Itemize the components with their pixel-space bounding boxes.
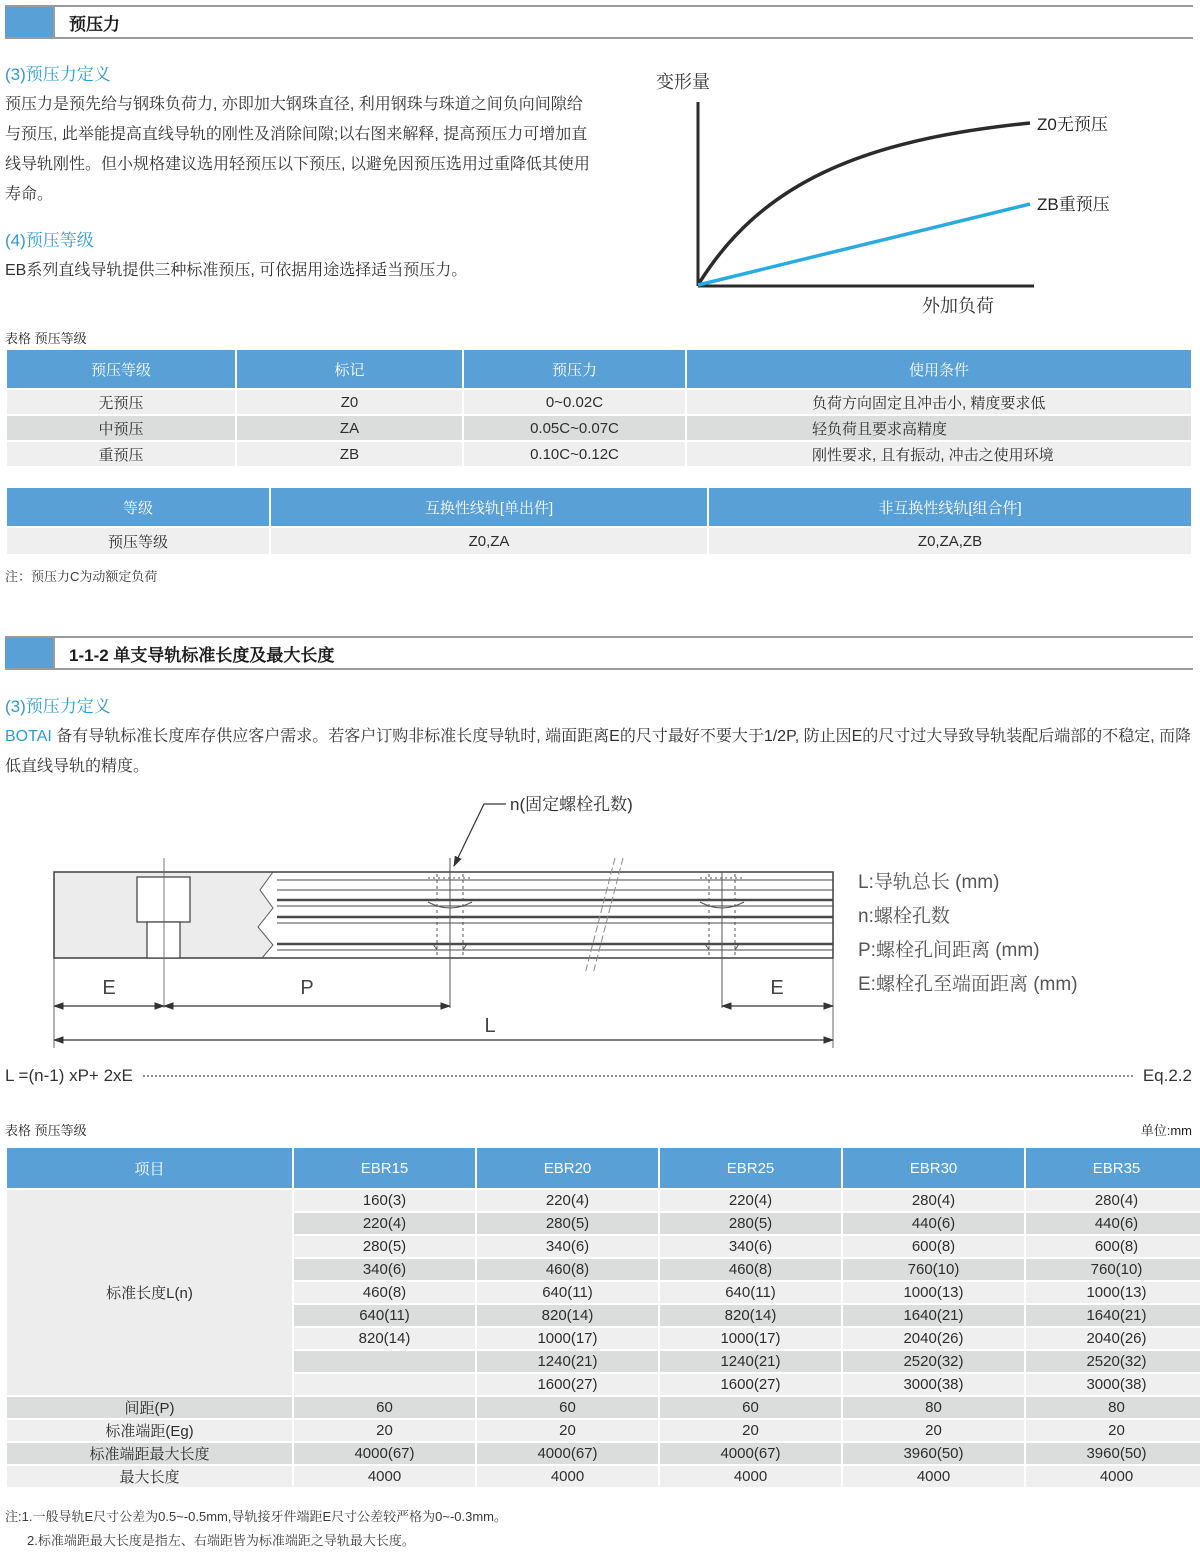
table-cell: 1240(21) [660,1351,841,1372]
dim-label-e-left: E [102,977,116,999]
table-cell: 220(4) [294,1213,475,1234]
equation-formula: L =(n-1) xP+ 2xE [5,1066,133,1085]
legend-item-p: P:螺栓孔间距离 (mm) [858,940,1040,961]
table-cell: 20 [843,1420,1024,1441]
table-cell: 760(10) [1026,1259,1200,1280]
table-cell: 220(4) [477,1190,658,1211]
table-cell: 3000(38) [843,1374,1024,1395]
table-cell: 3960(50) [1026,1443,1200,1464]
table-cell: 640(11) [477,1282,658,1303]
table-cell: 460(8) [294,1282,475,1303]
preload-level-table [5,348,1193,468]
table-cell: 280(4) [1026,1190,1200,1211]
table2-header-cell: 等级 [7,488,269,526]
table-cell: 60 [660,1397,841,1418]
section1-title: 预压力 [69,14,120,34]
table3-unit: 单位:mm [1140,1123,1192,1138]
table-cell: 20 [477,1420,658,1441]
table-cell: 280(5) [294,1236,475,1257]
table-header-row [7,1148,1200,1188]
diagram-legend [858,866,1078,1002]
table3-caption: 表格 预压等级 [5,1123,87,1138]
table-cell: 4000 [660,1466,841,1487]
table-cell: 340(6) [660,1236,841,1257]
table-row [7,1190,1200,1211]
table-cell: 0.10C~0.12C [464,442,685,466]
table-cell: 1000(13) [843,1282,1024,1303]
table-row [7,1466,1200,1487]
table-cell: ZA [237,416,462,440]
bolt-shank [147,922,180,958]
table-cell: 600(8) [843,1236,1024,1257]
table-cell: 160(3) [294,1190,475,1211]
table-cell: 760(10) [843,1259,1024,1280]
table-cell: 280(5) [477,1213,658,1234]
table-cell: 轻负荷且要求高精度 [687,416,1191,440]
chart-x-axis-label: 外加负荷 [922,296,994,316]
table-cell: 负荷方向固定且冲击小, 精度要求低 [687,390,1191,414]
table-cell: 440(6) [1026,1213,1200,1234]
table-row [7,1397,1200,1418]
table-cell: 280(5) [660,1213,841,1234]
dim-label-e-right: E [770,977,784,999]
table-cell: 2520(32) [843,1351,1024,1372]
table-cell: 3960(50) [843,1443,1024,1464]
legend-item-n: n:螺栓孔数 [858,906,950,927]
table-cell: 60 [294,1397,475,1418]
line-zb-heavy-preload [698,204,1030,285]
preload-definition-body: 预压力是预先给与钢珠负荷力, 亦即加大钢珠直径, 利用钢珠与珠道之间负向间隙给与预压, 此举能提高直线导轨的刚性及消除间隙;以右图来解释, 提高预压力可增加直线导轨刚性。但小规格建议选用轻预压以下预压, 以避免因预压选用过重降低其使用寿命。 [5,96,590,203]
table-row [7,1443,1200,1464]
bolt-counterbore [137,877,190,922]
table-cell: 80 [1026,1397,1200,1418]
preload-definition-heading: (3)预压力定义 [5,65,111,84]
section2-header-bar [5,636,1193,670]
table-cell: 20 [294,1420,475,1441]
extension-lines [54,958,833,1048]
table-cell: 1000(17) [660,1328,841,1349]
callout-bolt-count: n(固定螺栓孔数) [510,795,633,814]
equation-dotted-leader [143,1075,1133,1077]
table-cell: 460(8) [477,1259,658,1280]
table-header-row [7,488,1191,526]
table3-header-cell: EBR30 [843,1148,1024,1188]
item-group-cell: 标准长度L(n) [7,1190,292,1395]
table-cell: 0.05C~0.07C [464,416,685,440]
table2-note: 注：预压力C为动额定负荷 [5,569,158,584]
table-cell: 无预压 [7,390,235,414]
table-row [7,528,1191,554]
table3-header-cell: EBR20 [477,1148,658,1188]
table-cell: ZB [237,442,462,466]
table-cell: 3000(38) [1026,1374,1200,1395]
table-cell: 1600(27) [477,1374,658,1395]
table-cell: 600(8) [1026,1236,1200,1257]
curve-z0-no-preload [698,123,1030,285]
table-cell [294,1374,475,1395]
label-zb: ZB重预压 [1037,195,1110,214]
table-cell: 1000(13) [1026,1282,1200,1303]
table-cell: 1000(17) [477,1328,658,1349]
table-cell: 1640(21) [843,1305,1024,1326]
table-cell [294,1351,475,1372]
table-cell: 0~0.02C [464,390,685,414]
item-label-cell: 标准端距最大长度 [7,1443,292,1464]
table-cell: 280(4) [843,1190,1024,1211]
table-cell: 1600(27) [660,1374,841,1395]
rail-dimension-diagram [40,792,852,1060]
table-cell: 1640(21) [1026,1305,1200,1326]
table-cell: 4000 [294,1466,475,1487]
blue-block [5,7,55,37]
callout-leader-arrow [454,804,506,866]
table-cell: Z0 [237,390,462,414]
table2-header-cell: 非互换性线轨[组合件] [709,488,1191,526]
rail-groove-lines [277,880,833,950]
table-cell: 4000(67) [294,1443,475,1464]
table3-header-cell: 项目 [7,1148,292,1188]
preload-level-heading: (4)预压等级 [5,231,94,250]
table-cell: 340(6) [294,1259,475,1280]
length-definition-heading: (3)预压力定义 [5,697,111,716]
table-cell: 2520(32) [1026,1351,1200,1372]
table1-header-cell: 标记 [237,350,462,388]
table-cell: 4000 [477,1466,658,1487]
table-row [7,442,1191,466]
table-cell: 预压等级 [7,528,269,554]
table-cell: 20 [660,1420,841,1441]
table3-header-cell: EBR15 [294,1148,475,1188]
blue-block [5,638,55,668]
table-cell: 60 [477,1397,658,1418]
dim-label-p: P [300,977,314,999]
table-cell: 4000 [1026,1466,1200,1487]
preload-deformation-chart [628,56,1188,318]
item-label-cell: 标准端距(Eg) [7,1420,292,1441]
table1-header-cell: 预压等级 [7,350,235,388]
table-cell: 460(8) [660,1259,841,1280]
table2-header-cell: 互换性线轨[单出件] [271,488,707,526]
table3-note-1: 注:1.一般导轨E尺寸公差为0.5~-0.5mm,导轨接牙件端距E尺寸公差较严格为0~-0.3mm。 [5,1509,508,1524]
table3-header-cell: EBR35 [1026,1148,1200,1188]
equation-number: Eq.2.2 [1142,1066,1192,1085]
section2-title: 1-1-2 单支导轨标准长度及最大长度 [69,645,335,665]
table-cell: 80 [843,1397,1024,1418]
table-cell: 640(11) [660,1282,841,1303]
table1-header-cell: 预压力 [464,350,685,388]
table-cell: 中预压 [7,416,235,440]
chart-y-axis-label: 变形量 [656,72,710,92]
brand-name: BOTAI [5,728,52,745]
table-row [7,390,1191,414]
item-label-cell: 间距(P) [7,1397,292,1418]
table-cell: 820(14) [294,1328,475,1349]
length-definition-body [5,722,1195,782]
table-cell: 340(6) [477,1236,658,1257]
legend-item-l: L:导轨总长 (mm) [858,872,1000,893]
table-cell: 4000 [843,1466,1024,1487]
standard-length-table [5,1146,1200,1489]
table-cell: 4000(67) [660,1443,841,1464]
table-row [7,416,1191,440]
table-cell: 640(11) [294,1305,475,1326]
table-cell: 820(14) [660,1305,841,1326]
interchangeable-rail-table [5,486,1193,556]
table-row [7,1420,1200,1441]
item-label-cell: 最大长度 [7,1466,292,1487]
table-cell: Z0,ZA,ZB [709,528,1191,554]
table-header-row [7,350,1191,388]
preload-level-body: EB系列直线导轨提供三种标准预压, 可依据用途选择适当预压力。 [5,262,468,279]
table-cell: 2040(26) [1026,1328,1200,1349]
table-cell: 20 [1026,1420,1200,1441]
table-cell: 2040(26) [843,1328,1024,1349]
table1-caption: 表格 预压等级 [5,331,87,346]
table3-header-cell: EBR25 [660,1148,841,1188]
table-cell: 220(4) [660,1190,841,1211]
section1-header-bar [5,5,1193,39]
table-cell: 重预压 [7,442,235,466]
table-cell: 820(14) [477,1305,658,1326]
table-cell: 4000(67) [477,1443,658,1464]
table-cell: 440(6) [843,1213,1024,1234]
length-equation-row [5,1066,1192,1086]
length-definition-text: 备有导轨标准长度库存供应客户需求。若客户订购非标准长度导轨时, 端面距离E的尺寸最好不要大于1/2P, 防止因E的尺寸过大导致导轨装配后端部的不稳定, 而降低直线导轨的精度。 [5,728,1192,775]
table1-header-cell: 使用条件 [687,350,1191,388]
legend-item-e: E:螺栓孔至端面距离 (mm) [858,974,1078,995]
table-cell: 1240(21) [477,1351,658,1372]
table-cell: Z0,ZA [271,528,707,554]
dim-label-l: L [484,1015,496,1037]
table3-note-2: 2.标准端距最大长度是指左、右端距皆为标准端距之导轨最大长度。 [27,1533,415,1548]
label-z0: Z0无预压 [1037,115,1108,134]
table-cell: 刚性要求, 且有振动, 冲击之使用环境 [687,442,1191,466]
